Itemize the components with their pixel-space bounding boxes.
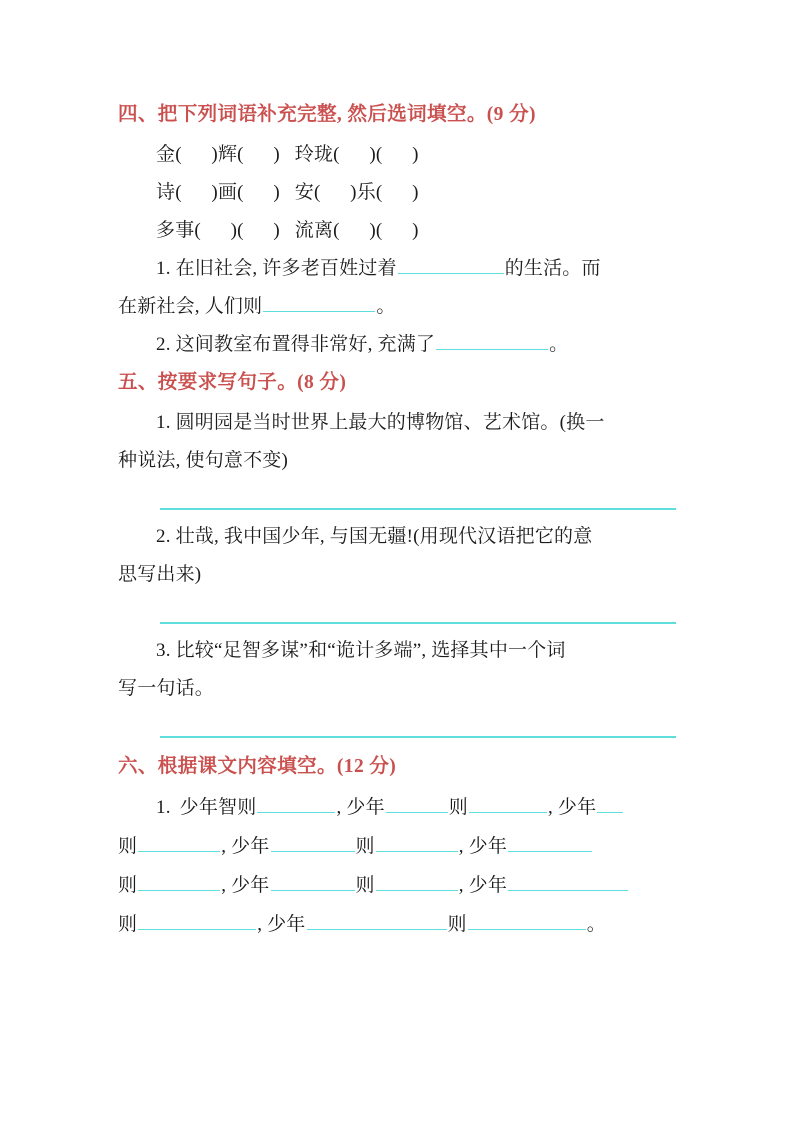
answer-blank[interactable] — [138, 909, 256, 930]
answer-blank[interactable] — [307, 909, 447, 930]
question-text: 的生活。而 — [504, 258, 601, 279]
section5-question-2-line2: 思写出来) — [118, 564, 202, 585]
fill-line-text: , 少年 — [221, 836, 270, 857]
answer-blank[interactable] — [436, 329, 548, 350]
fill-line-text: 则 — [118, 914, 138, 935]
section4-question-1 — [118, 250, 676, 288]
answer-blank[interactable] — [263, 291, 375, 312]
fill-line-text: , 少年 — [221, 875, 270, 896]
section5-question-3-line2: 写一句话。 — [118, 678, 215, 699]
section4-question-1-cont — [118, 288, 676, 326]
word-fill-row[interactable]: 诗( )画( ) 安( )乐( ) — [156, 182, 419, 203]
answer-blank[interactable] — [468, 909, 586, 930]
question-text: 。 — [376, 296, 396, 317]
section6-fill-line — [118, 827, 676, 866]
question-text: 1. 在旧社会, 许多老百姓过着 — [156, 258, 397, 279]
answer-blank[interactable] — [469, 792, 547, 813]
fill-line-text: , 少年 — [336, 797, 385, 818]
question-text: 2. 这间教室布置得非常好, 充满了 — [156, 334, 436, 355]
fill-line-text: , 少年 — [458, 836, 508, 857]
answer-blank[interactable] — [398, 253, 504, 274]
section6-fill-line — [118, 866, 676, 905]
section6-fill-line — [118, 788, 676, 827]
question-text: 。 — [549, 334, 569, 355]
word-fill-row[interactable]: 金( )辉( ) 玲珑( )( ) — [156, 144, 419, 165]
answer-blank[interactable] — [271, 831, 355, 852]
answer-line[interactable] — [118, 480, 676, 518]
fill-line-text: 则 — [118, 875, 138, 896]
answer-blank[interactable] — [138, 831, 220, 852]
section4-question-2 — [118, 326, 676, 364]
fill-line-text: 则 — [118, 836, 138, 857]
answer-line[interactable] — [118, 708, 676, 746]
section6-fill-line — [118, 905, 676, 944]
answer-blank[interactable] — [597, 792, 623, 813]
section5-question-1-line1: 1. 圆明园是当时世界上最大的博物馆、艺术馆。(换一 — [156, 412, 605, 433]
answer-line[interactable] — [118, 594, 676, 632]
answer-blank[interactable] — [376, 831, 458, 852]
answer-blank[interactable] — [508, 870, 628, 891]
fill-line-text: 少年智则 — [179, 797, 257, 818]
answer-blank[interactable] — [257, 792, 335, 813]
section5-question-2-line1: 2. 壮哉, 我中国少年, 与国无疆!(用现代汉语把它的意 — [156, 526, 593, 547]
worksheet-content — [118, 100, 676, 944]
fill-line-text: , 少年 — [257, 914, 306, 935]
section6-fill-block — [118, 788, 676, 944]
fill-line-text: 1. — [156, 797, 171, 818]
answer-blank[interactable] — [508, 831, 592, 852]
answer-blank[interactable] — [138, 870, 220, 891]
answer-blank[interactable] — [386, 792, 448, 813]
fill-line-text: , 少年 — [458, 875, 508, 896]
question-text: 在新社会, 人们则 — [118, 296, 263, 317]
fill-line-text: 则 — [448, 797, 468, 818]
fill-line-text: , 少年 — [547, 797, 597, 818]
fill-line-text: 则 — [355, 836, 375, 857]
word-fill-row[interactable]: 多事( )( ) 流离( )( ) — [156, 220, 419, 241]
section-heading-5: 五、按要求写句子。(8 分) — [118, 372, 347, 393]
fill-line-text: 。 — [586, 914, 606, 935]
fill-line-text: 则 — [355, 875, 375, 896]
fill-line-text: 则 — [447, 914, 467, 935]
section-heading-4: 四、把下列词语补充完整, 然后选词填空。(9 分) — [118, 104, 536, 125]
section5-question-1-line2: 种说法, 使句意不变) — [118, 450, 289, 471]
answer-blank[interactable] — [271, 870, 355, 891]
section5-question-3-line1: 3. 比较“足智多谋”和“诡计多端”, 选择其中一个词 — [156, 640, 566, 661]
answer-blank[interactable] — [376, 870, 458, 891]
section-heading-6: 六、根据课文内容填空。(12 分) — [118, 756, 397, 777]
